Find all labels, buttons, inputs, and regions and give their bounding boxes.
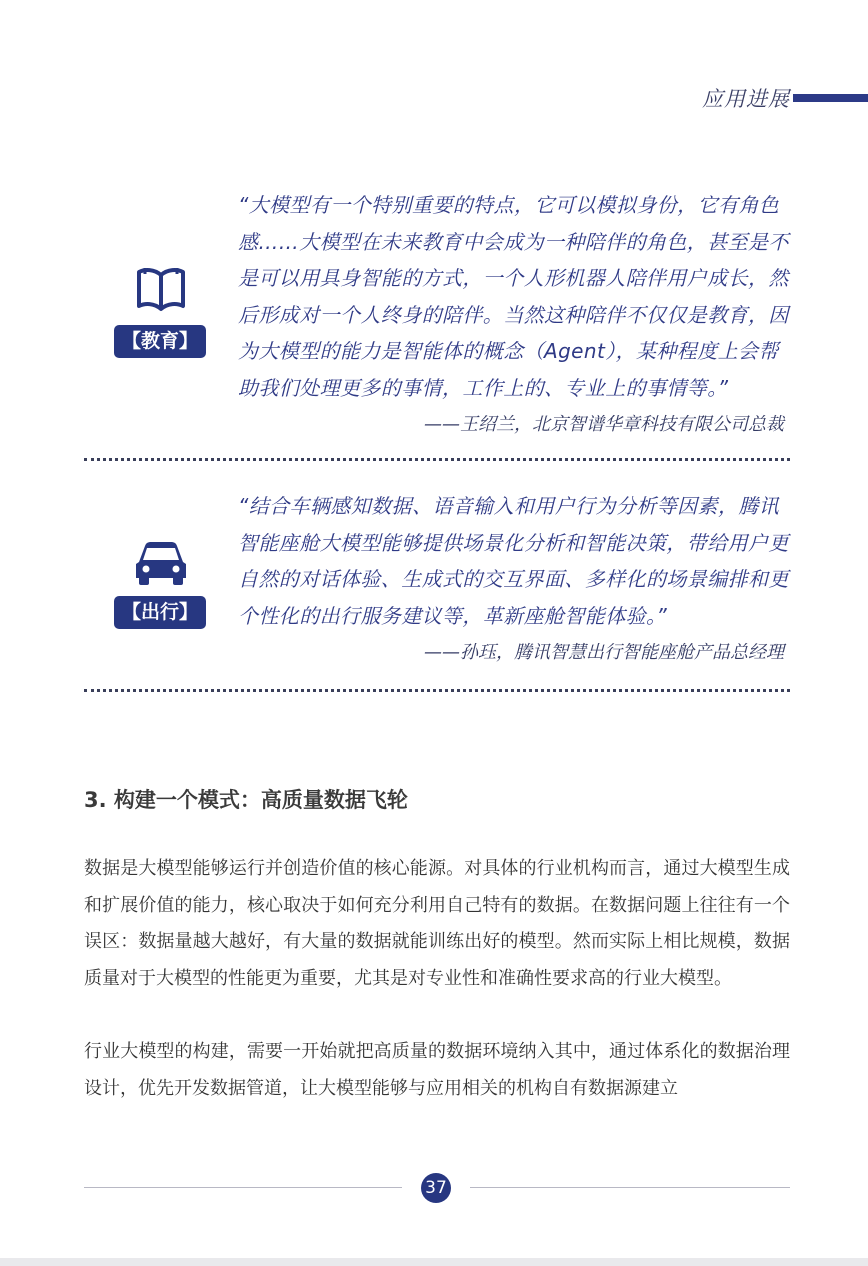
quote-text-travel: “结合车辆感知数据、语音输入和用户行为分析等因素，腾讯智能座舱大模型能够提供场景化分析和智能决策，带给用户更自然的对话体验、生成式的交互界面、多样化的场景编排和更个性化的出行服务建议等，革新座舱智能体验。” bbox=[238, 494, 789, 628]
category-badge-travel: 【出行】 bbox=[114, 596, 206, 629]
body-paragraph: 数据是大模型能够运行并创造价值的核心能源。对具体的行业机构而言，通过大模型生成和扩展价值的能力，核心取决于如何充分利用自己特有的数据。在数据问题上往往有一个误区：数据量越大越好，有大量的数据就能训练出好的模型。然而实际上相比规模，数据质量对于大模型的性能更为重要，尤其是对专业性和准确性要求高的行业大模型。 bbox=[84, 858, 790, 989]
quote-text-education: “大模型有一个特别重要的特点，它可以模拟身份，它有角色感……大模型在未来教育中会成为一种陪伴的角色，甚至是不是可以用具身智能的方式，一个人形机器人陪伴用户成长，然后形成对一个人终身的陪伴。当然这种陪伴不仅仅是教育，因为大模型的能力是智能体的概念（Agent），某种程度上会帮助我们处理更多的事情，工作上的、专业上的事情等。” bbox=[238, 193, 789, 400]
quote-attribution-education: ——王绍兰，北京智谱华章科技有限公司总裁 bbox=[424, 414, 784, 435]
body-paragraph: 行业大模型的构建，需要一开始就把高质量的数据环境纳入其中，通过体系化的数据治理设计，优先开发数据管道，让大模型能够与应用相关的机构自有数据源建立 bbox=[84, 1041, 790, 1099]
car-icon bbox=[133, 540, 189, 590]
section-accent-bar bbox=[793, 94, 868, 102]
category-badge-education: 【教育】 bbox=[114, 325, 206, 358]
page-number: 37 bbox=[421, 1173, 451, 1203]
section-heading: 3. 构建一个模式：高质量数据飞轮 bbox=[84, 788, 408, 812]
quote-attribution-travel: ——孙珏，腾讯智慧出行智能座舱产品总经理 bbox=[424, 642, 784, 663]
footer-rule-right bbox=[470, 1187, 790, 1188]
dotted-divider bbox=[84, 458, 790, 461]
page-bottom-edge bbox=[0, 1258, 868, 1266]
section-title: 应用进展 bbox=[702, 87, 790, 111]
open-book-icon bbox=[136, 264, 186, 316]
dotted-divider bbox=[84, 689, 790, 692]
footer-rule-left bbox=[84, 1187, 402, 1188]
